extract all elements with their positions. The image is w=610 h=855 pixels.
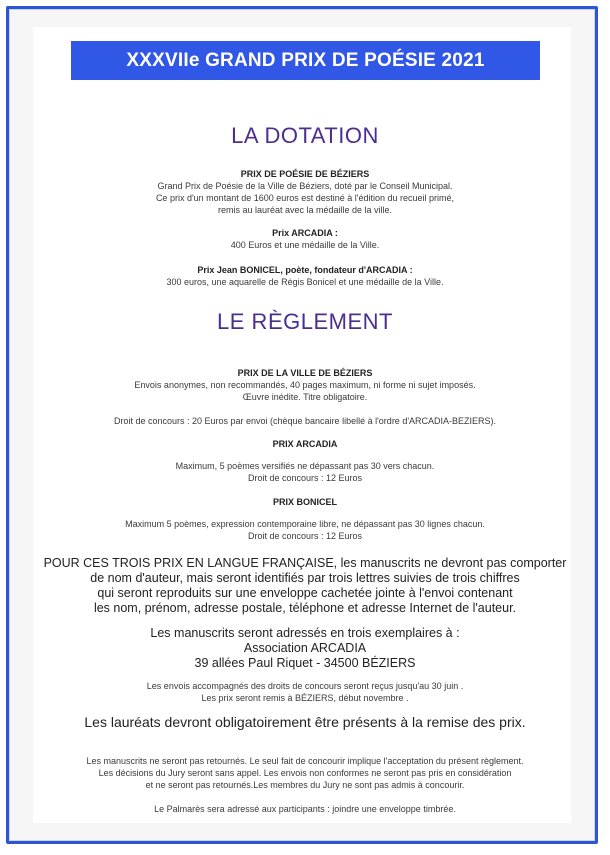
langue-line-4: les nom, prénom, adresse postale, téléphone et adresse Internet de l'auteur. — [93, 601, 517, 615]
presence-section — [0, 713, 610, 731]
langue-lead: POUR CES TROIS PRIX EN LANGUE FRANÇAISE — [43, 556, 334, 570]
reglement-heading: LE RÈGLEMENT — [217, 309, 393, 334]
final-section — [0, 755, 610, 791]
palmares-section — [0, 803, 610, 815]
prix-bonicel-title: Prix Jean BONICEL, poète, fondateur d'ARCADIA : — [197, 265, 413, 275]
reglement-ville-section — [0, 367, 610, 403]
bonicel-title: PRIX BONICEL — [272, 497, 337, 507]
langue-line-3: qui seront reproduits sur une enveloppe cachetée jointe à l'envoi contenant — [97, 586, 513, 600]
palmares-line: Le Palmarès sera adressé aux participants : joindre une enveloppe timbrée. — [154, 804, 456, 814]
presence-line: Les lauréats devront obligatoirement être présents à la remise des prix. — [84, 714, 526, 730]
arcadia-line-1: Maximum, 5 poèmes versifiés ne dépassant pas 30 vers chacun. — [175, 461, 435, 471]
ville-title: PRIX DE LA VILLE DE BÉZIERS — [237, 368, 373, 378]
final-line-1: Les manuscrits ne seront pas retournés. Le seul fait de concourir implique l'acceptation du présent règlement. — [86, 756, 524, 766]
adresse-line-3: 39 allées Paul Riquet - 34500 BÉZIERS — [194, 656, 416, 670]
langue-line-1-rest: , les manuscrits ne devront pas comporter — [333, 556, 567, 570]
reglement-arcadia-section — [0, 438, 610, 484]
prix-beziers-line-3: remis au lauréat avec la médaille de la ville. — [217, 205, 393, 215]
reglement-bonicel-section — [0, 496, 610, 542]
prix-beziers-title: PRIX DE POÉSIE DE BÉZIERS — [240, 169, 370, 179]
dotation-arcadia-section — [0, 227, 610, 251]
adresse-section — [0, 626, 610, 671]
langue-line-2: de nom d'auteur, mais seront identifiés par trois lettres suivies de trois chiffres — [90, 571, 520, 585]
prix-beziers-line-2: Ce prix d'un montant de 1600 euros est destiné à l'édition du recueil primé, — [155, 193, 455, 203]
ville-droit: Droit de concours : 20 Euros par envoi (chèque bancaire libellé à l'ordre d'ARCADIA-BEZIERS). — [113, 416, 497, 426]
final-line-2: Les décisions du Jury seront sans appel. Les envois non conformes ne seront pas pris en considération — [98, 768, 512, 778]
adresse-line-2: Association ARCADIA — [243, 641, 367, 655]
dates-section — [0, 680, 610, 704]
final-line-3: et ne seront pas retournés.Les membres du Jury ne sont pas admis à concourir. — [145, 780, 465, 790]
arcadia-title: PRIX ARCADIA — [272, 439, 338, 449]
bonicel-line-2: Droit de concours : 12 Euros — [247, 531, 363, 541]
dates-line-2: Les prix seront remis à BÉZIERS, début novembre . — [201, 693, 409, 703]
bonicel-line-1: Maximum 5 poèmes, expression contemporaine libre, ne dépassant pas 30 lignes chacun. — [125, 519, 485, 529]
prix-beziers-line-1: Grand Prix de Poésie de la Ville de Béziers, doté par le Conseil Municipal. — [157, 181, 453, 191]
langue-line-1 — [0, 556, 610, 571]
adresse-line-1: Les manuscrits seront adressés en trois exemplaires à : — [150, 626, 460, 640]
prix-arcadia-line: 400 Euros et une médaille de la Ville. — [230, 240, 380, 250]
ville-line-1: Envois anonymes, non recommandés, 40 pages maximum, ni forme ni sujet imposés. — [134, 380, 476, 390]
dotation-heading: LA DOTATION — [231, 123, 379, 148]
dotation-bonicel-section — [0, 264, 610, 288]
prix-bonicel-line: 300 euros, une aquarelle de Régis Bonicel et une médaille de la Ville. — [166, 277, 444, 287]
arcadia-line-2: Droit de concours : 12 Euros — [247, 473, 363, 483]
dotation-beziers-section — [0, 168, 610, 216]
reglement-ville-droit — [0, 415, 610, 427]
title-banner: XXXVIIe GRAND PRIX DE POÉSIE 2021 — [71, 41, 540, 80]
langue-section — [0, 556, 610, 616]
dates-line-1: Les envois accompagnés des droits de concours seront reçus jusqu'au 30 juin . — [146, 681, 464, 691]
prix-arcadia-title: Prix ARCADIA : — [272, 228, 338, 238]
ville-line-2: Œuvre inédite. Titre obligatoire. — [242, 392, 368, 402]
